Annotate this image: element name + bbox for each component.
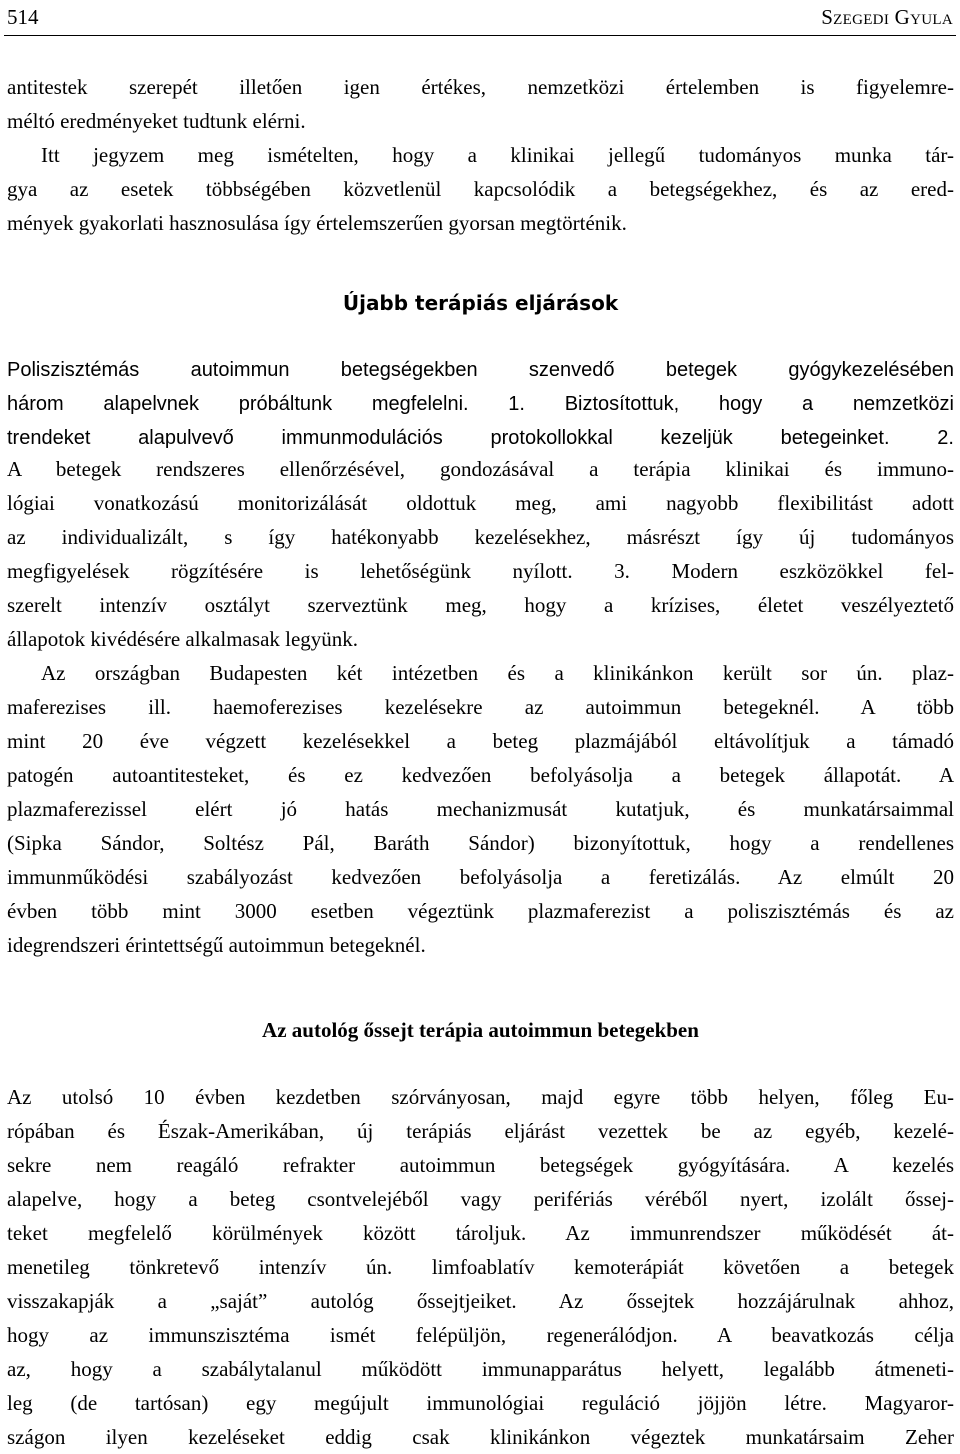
text-line: rópában és Észak-Amerikában, új terápiás eljárást vezettek be az egyéb, kezelé- [7, 1119, 954, 1143]
text-line: Az utolsó 10 évben kezdetben szórványosan, majd egyre több helyen, főleg Eu- [7, 1085, 954, 1109]
text-line: Poliszisztémás autoimmun betegségekben szenvedő betegek gyógykezelésében [7, 359, 954, 381]
paragraph-plasmapheresis [7, 452, 954, 962]
text-line: méltó eredményeket tudtunk elérni. [7, 109, 306, 133]
text-line: menetileg tönkretevő intenzív ún. limfoablatív kemoterápiát követően a betegek [7, 1255, 954, 1279]
text-line: (Sipka Sándor, Soltész Pál, Baráth Sándor) bizonyítottuk, hogy a rendellenes [7, 831, 954, 855]
text-line: leg (de tartósan) egy megújult immunológiai reguláció jöjjön létre. Magyaror- [7, 1391, 954, 1415]
text-line: mint 20 éve végzett kezelésekkel a beteg plazmájából eltávolítjuk a támadó [7, 729, 954, 753]
text-line: lógiai vonatkozású monitorizálását oldottuk meg, ami nagyobb flexibilitást adott [7, 491, 954, 515]
text-line: megfigyelések rögzítésére is lehetőségünk nyílott. 3. Modern eszközökkel fel- [7, 559, 954, 583]
text-line: patogén autoantitesteket, és ez kedvezően befolyásolja a betegek állapotát. A [7, 763, 954, 787]
text-line: gya az esetek többségében közvetlenül kapcsolódik a betegségekhez, és az ered- [7, 177, 954, 201]
text-line: trendeket alapulvevő immunmodulációs protokollokkal kezeljük betegeinket. 2. [7, 427, 954, 449]
text-line: teket megfelelő körülmények között tároljuk. Az immunrendszer működését át- [7, 1221, 954, 1245]
text-line: az individualizált, s így hatékonyabb kezelésekhez, másrészt így új tudományos [7, 525, 954, 549]
text-line: Az országban Budapesten két intézetben és a klinikánkon került sor ún. plaz- [41, 661, 954, 685]
paragraph-stem-cell [7, 1080, 954, 1454]
section-heading-new-therapies: Újabb terápiás eljárások [342, 291, 619, 315]
text-line: három alapelvnek próbáltunk megfelelni. 1. Biztosítottuk, hogy a nemzetközi [7, 393, 954, 415]
text-line: maferezises ill. haemoferezises kezelésekre az autoimmun betegeknél. A több [7, 695, 954, 719]
text-line: szágon ilyen kezeléseket eddig csak klinikánkon végeztek munkatársaim Zeher [7, 1425, 954, 1449]
page-number: 514 [7, 5, 39, 29]
header-rule [4, 35, 956, 36]
text-line: szerelt intenzív osztályt szerveztünk meg, hogy a krízises, életet veszélyeztető [7, 593, 954, 617]
text-line: sekre nem reagáló refrakter autoimmun betegségek gyógyítására. A kezelés [7, 1153, 954, 1177]
text-line: immunműködési szabályozást kedvezően befolyásolja a feretizálás. Az elmúlt 20 [7, 865, 954, 889]
text-line: évben több mint 3000 esetben végeztünk plazmaferezist a poliszisztémás és az [7, 899, 954, 923]
text-line: visszakapják a „saját” autológ őssejtjeiket. Az őssejtek hozzájárulnak ahhoz, [7, 1289, 954, 1313]
text-line: hogy az immunszisztéma ismét felépüljön, regenerálódjon. A beavatkozás célja [7, 1323, 954, 1347]
text-line: idegrendszeri érintettségű autoimmun betegeknél. [7, 933, 426, 957]
text-line: antitestek szerepét illetően igen értékes, nemzetközi értelemben is figyelemre- [7, 75, 954, 99]
text-line: mények gyakorlati hasznosulása így értelemszerűen gyorsan megtörténik. [7, 211, 627, 235]
running-head-author: Szegedi Gyula [821, 5, 953, 29]
section-heading-stem-cell: Az autológ őssejt terápia autoimmun betegekben [262, 1018, 699, 1042]
text-line: plazmaferezissel elért jó hatás mechanizmusát kutatjuk, és munkatársaimmal [7, 797, 954, 821]
text-line: Itt jegyzem meg ismételten, hogy a klinikai jellegű tudományos munka tár- [41, 143, 954, 167]
running-head [7, 2, 953, 32]
text-line: alapelve, hogy a beteg csontvelejéből vagy perifériás véréből nyert, izolált őssej- [7, 1187, 954, 1211]
paragraph-antibodies [7, 70, 954, 240]
text-line: állapotok kivédésére alkalmasak legyünk. [7, 627, 359, 651]
text-line: A betegek rendszeres ellenőrzésével, gondozásával a terápia klinikai és immuno- [7, 457, 954, 481]
paragraph-polysystemic [7, 353, 954, 455]
text-line: az, hogy a szabálytalanul működött immunapparátus helyett, legalább átmeneti- [7, 1357, 954, 1381]
